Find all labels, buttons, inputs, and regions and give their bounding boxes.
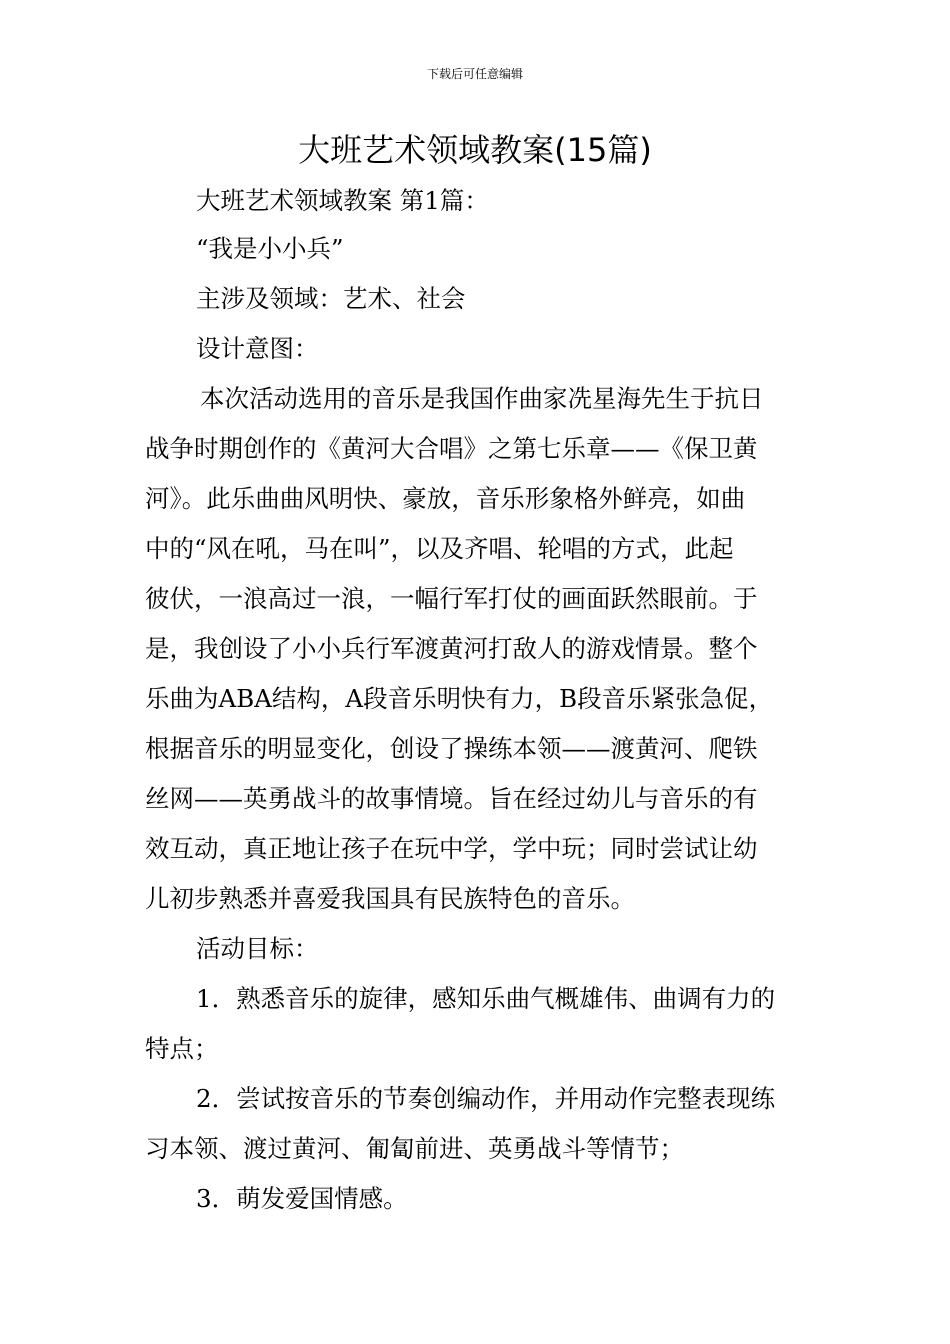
objective-item-continued: 习本领、渡过黄河、匍匐前进、英勇战斗等情节； <box>145 1134 684 1163</box>
objective-item-continued: 特点； <box>145 1034 219 1063</box>
lesson-heading: 大班艺术领域教案 第1篇： <box>196 186 489 215</box>
paragraph-line: 彼伏，一浪高过一浪，一幅行军打仗的画面跃然眼前。于 <box>145 584 758 613</box>
paragraph-line: 本次活动选用的音乐是我国作曲家冼星海先生于抗日 <box>200 384 764 413</box>
activity-name: “我是小小兵” <box>196 234 344 263</box>
objective-item: 2．尝试按音乐的节奏创编动作，并用动作完整表现练 <box>196 1084 776 1113</box>
objective-item: 3．萌发爱国情感。 <box>196 1184 408 1213</box>
objectives-heading: 活动目标： <box>196 934 319 963</box>
paragraph-line: 河》。此乐曲曲风明快、豪放，音乐形象格外鲜亮，如曲 <box>145 484 746 513</box>
paragraph-line: 丝网——英勇战斗的故事情境。旨在经过幼儿与音乐的有 <box>145 784 758 813</box>
paragraph-line: 战争时期创作的《黄河大合唱》之第七乐章——《保卫黄 <box>145 434 758 463</box>
header-note: 下载后可任意编辑 <box>426 67 523 81</box>
document-title: 大班艺术领域教案(15篇) <box>298 131 652 169</box>
paragraph-line: 效互动，真正地让孩子在玩中学，学中玩；同时尝试让幼 <box>145 834 758 863</box>
paragraph-line: 乐曲为ABA结构，A段音乐明快有力，B段音乐紧张急促， <box>145 684 774 713</box>
design-intent-heading: 设计意图： <box>196 334 319 363</box>
paragraph-line: 是，我创设了小小兵行军渡黄河打敌人的游戏情景。整个 <box>145 634 758 663</box>
paragraph-line: 中的“风在吼，马在叫”，以及齐唱、轮唱的方式，此起 <box>145 534 734 563</box>
paragraph-line: 儿初步熟悉并喜爱我国具有民族特色的音乐。 <box>145 884 635 913</box>
objective-item: 1．熟悉音乐的旋律，感知乐曲气概雄伟、曲调有力的 <box>196 984 776 1013</box>
paragraph-line: 根据音乐的明显变化，创设了操练本领——渡黄河、爬铁 <box>145 734 758 763</box>
domain-line: 主涉及领域：艺术、社会 <box>196 284 466 313</box>
